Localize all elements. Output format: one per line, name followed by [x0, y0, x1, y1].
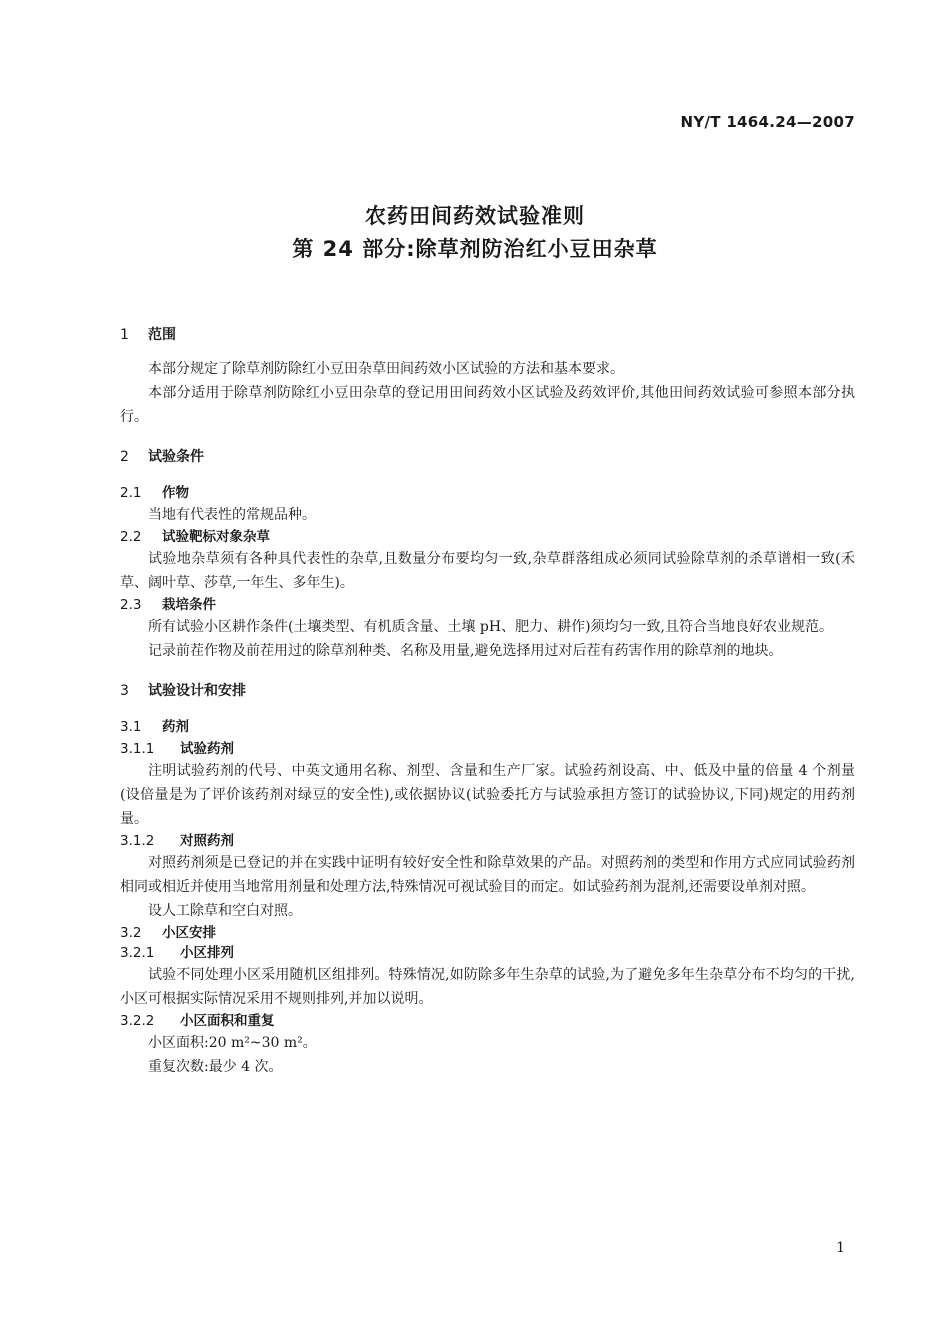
section-number: 2.1 [120, 485, 142, 501]
document-body [120, 325, 855, 1079]
section-title: 小区面积和重复 [180, 1013, 275, 1029]
section-number: 3.1 [120, 719, 142, 735]
section-3-1-2-heading [120, 831, 855, 851]
section-number: 3.2 [120, 925, 142, 941]
section-3-2-1-heading [120, 943, 855, 963]
section-1-heading [120, 325, 855, 345]
paragraph: 设人工除草和空白对照。 [148, 903, 302, 919]
document-subtitle: 第 24 部分:除草剂防治红小豆田杂草 [292, 237, 658, 261]
section-number: 2.2 [120, 529, 142, 545]
section-title: 范围 [148, 327, 176, 343]
section-title: 药剂 [162, 719, 189, 735]
section-3-2-heading [120, 923, 855, 943]
section-3-1-heading [120, 717, 855, 737]
section-title: 试验药剂 [180, 741, 234, 757]
section-2-3-heading [120, 595, 855, 615]
paragraph: 所有试验小区耕作条件(土壤类型、有机质含量、土壤 pH、肥力、耕作)须均匀一致,且符合当地良好农业规范。 [148, 619, 833, 635]
section-number: 2.3 [120, 597, 142, 613]
paragraph: 本部分适用于除草剂防除红小豆田杂草的登记用田间药效小区试验及药效评价,其他田间药效试验可参照本部分执行。 [120, 385, 855, 425]
section-number: 2 [120, 449, 129, 465]
section-title: 小区排列 [180, 945, 234, 961]
section-3-1-1-heading [120, 739, 855, 759]
section-2-2-heading [120, 527, 855, 547]
paragraph: 当地有代表性的常规品种。 [148, 507, 316, 523]
paragraph: 试验不同处理小区采用随机区组排列。特殊情况,如防除多年生杂草的试验,为了避免多年生杂草分布不均匀的干扰,小区可根据实际情况采用不规则排列,并加以说明。 [120, 967, 855, 1007]
section-title: 对照药剂 [180, 833, 234, 849]
paragraph: 小区面积:20 m²~30 m²。 [148, 1035, 317, 1051]
section-title: 栽培条件 [162, 597, 216, 613]
section-title: 小区安排 [162, 925, 216, 941]
section-3-2-2-heading [120, 1011, 855, 1031]
section-2-1-heading [120, 483, 855, 503]
paragraph: 本部分规定了除草剂防除红小豆田杂草田间药效小区试验的方法和基本要求。 [148, 361, 624, 377]
section-number: 3 [120, 683, 129, 699]
section-number: 1 [120, 327, 129, 343]
paragraph: 注明试验药剂的代号、中英文通用名称、剂型、含量和生产厂家。试验药剂设高、中、低及中量的倍量 4 个剂量(设倍量是为了评价该药剂对绿豆的安全性),或依据协议(试验委托方与试验承担方签订的试验协议,下同)规定的用药剂量。 [120, 763, 855, 827]
section-number: 3.1.1 [120, 741, 155, 757]
section-2-heading [120, 447, 855, 467]
section-title: 试验条件 [148, 449, 204, 465]
document-title: 农药田间药效试验准则 [365, 204, 585, 228]
standard-code: NY/T 1464.24—2007 [680, 113, 855, 131]
paragraph: 试验地杂草须有各种具代表性的杂草,且数量分布要均匀一致,杂草群落组成必须同试验除草剂的杀草谱相一致(禾草、阔叶草、莎草,一年生、多年生)。 [120, 551, 855, 591]
paragraph: 重复次数:最少 4 次。 [148, 1059, 283, 1075]
section-title: 作物 [162, 485, 189, 501]
section-number: 3.1.2 [120, 833, 155, 849]
paragraph: 记录前茬作物及前茬用过的除草剂种类、名称及用量,避免选择用过对后茬有药害作用的除草剂的地块。 [148, 643, 783, 659]
section-3-heading [120, 681, 855, 701]
section-number: 3.2.1 [120, 945, 155, 961]
section-title: 试验设计和安排 [148, 683, 246, 699]
section-number: 3.2.2 [120, 1013, 155, 1029]
page-number: 1 [836, 1240, 845, 1256]
paragraph: 对照药剂须是已登记的并在实践中证明有较好安全性和除草效果的产品。对照药剂的类型和作用方式应同试验药剂相同或相近并使用当地常用剂量和处理方法,特殊情况可视试验目的而定。如试验药剂为混剂,还需要设单剂对照。 [120, 855, 855, 895]
section-title: 试验靶标对象杂草 [162, 529, 270, 545]
